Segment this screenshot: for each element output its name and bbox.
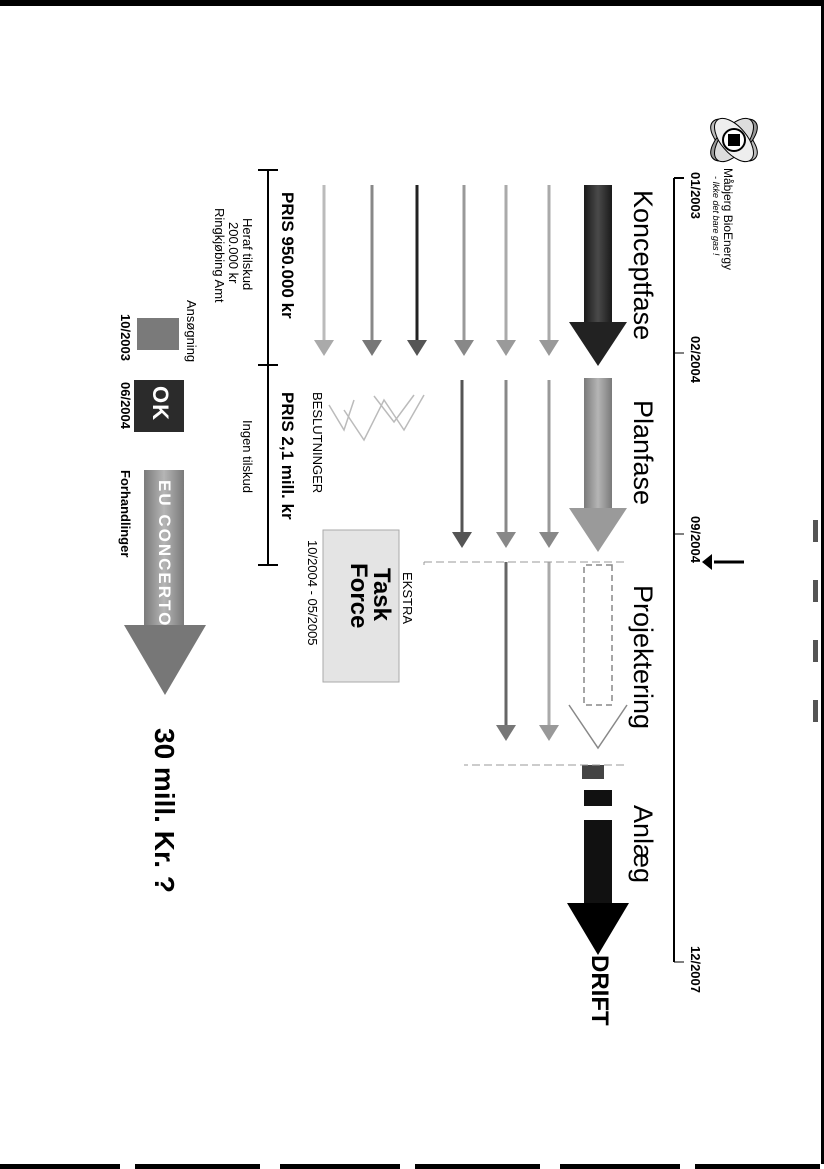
stream-arrows-plan [452, 380, 559, 548]
stream-arrows-concept [314, 185, 559, 356]
phase-label-drift: DRIFT [586, 955, 613, 1026]
task-force-title: Force [345, 563, 372, 629]
konceptfase-arrow [569, 185, 627, 366]
tick-label: 01/2003 [688, 172, 703, 219]
eu-concerto-label: EU CONCERTO [155, 480, 174, 628]
timeline-axis [674, 178, 684, 962]
ok-label: OK [148, 386, 173, 421]
logo-name: Måbjerg BioEnergy [721, 168, 735, 271]
logo-tagline: - Ikke det bare gas ! [711, 176, 721, 256]
planfase-arrow [569, 378, 627, 552]
phase-label: Projektering [628, 585, 658, 730]
price-bracket-2 [258, 365, 278, 565]
decisions-symbol-icon [329, 395, 424, 440]
price-2-note: Ingen tilskud [240, 420, 255, 493]
projektering-arrow [569, 565, 627, 748]
tick-label: 12/2007 [688, 946, 703, 993]
tick-label: 09/2004 [688, 516, 703, 563]
phase-label: Planfase [628, 400, 658, 506]
application-label: Ansøgning [184, 300, 199, 363]
funding-result: 30 mill. Kr. ? [149, 728, 180, 893]
price-bracket-1 [258, 170, 278, 365]
task-force-title: Task [368, 568, 395, 621]
application-date: 10/2003 [118, 314, 133, 361]
phase-label: Anlæg [628, 805, 658, 884]
price-1: PRIS 950.000 kr [278, 192, 297, 319]
stream-arrows-projektering [496, 562, 559, 741]
ansoegning-box [137, 318, 179, 350]
negotiations-label: Forhandlinger [118, 470, 133, 558]
extra-label: EKSTRA [400, 572, 415, 625]
decisions-label: BESLUTNINGER [310, 392, 325, 494]
price-1-note: Heraf tilskud [240, 218, 255, 291]
task-force-period: 10/2004 - 05/2005 [305, 540, 320, 646]
anlaeg-arrow [567, 765, 629, 955]
price-1-note: 200.000 kr [226, 222, 241, 284]
tick-label: 02/2004 [688, 336, 703, 383]
price-1-note: Ringkjøbing Amt [212, 208, 227, 303]
projektering-frame [424, 562, 624, 765]
phase-label: Konceptfase [628, 190, 658, 341]
price-2: PRIS 2,1 mill. kr [278, 392, 297, 520]
ok-date: 06/2004 [118, 382, 133, 429]
logo-icon [704, 111, 765, 168]
current-marker-icon [702, 554, 744, 570]
